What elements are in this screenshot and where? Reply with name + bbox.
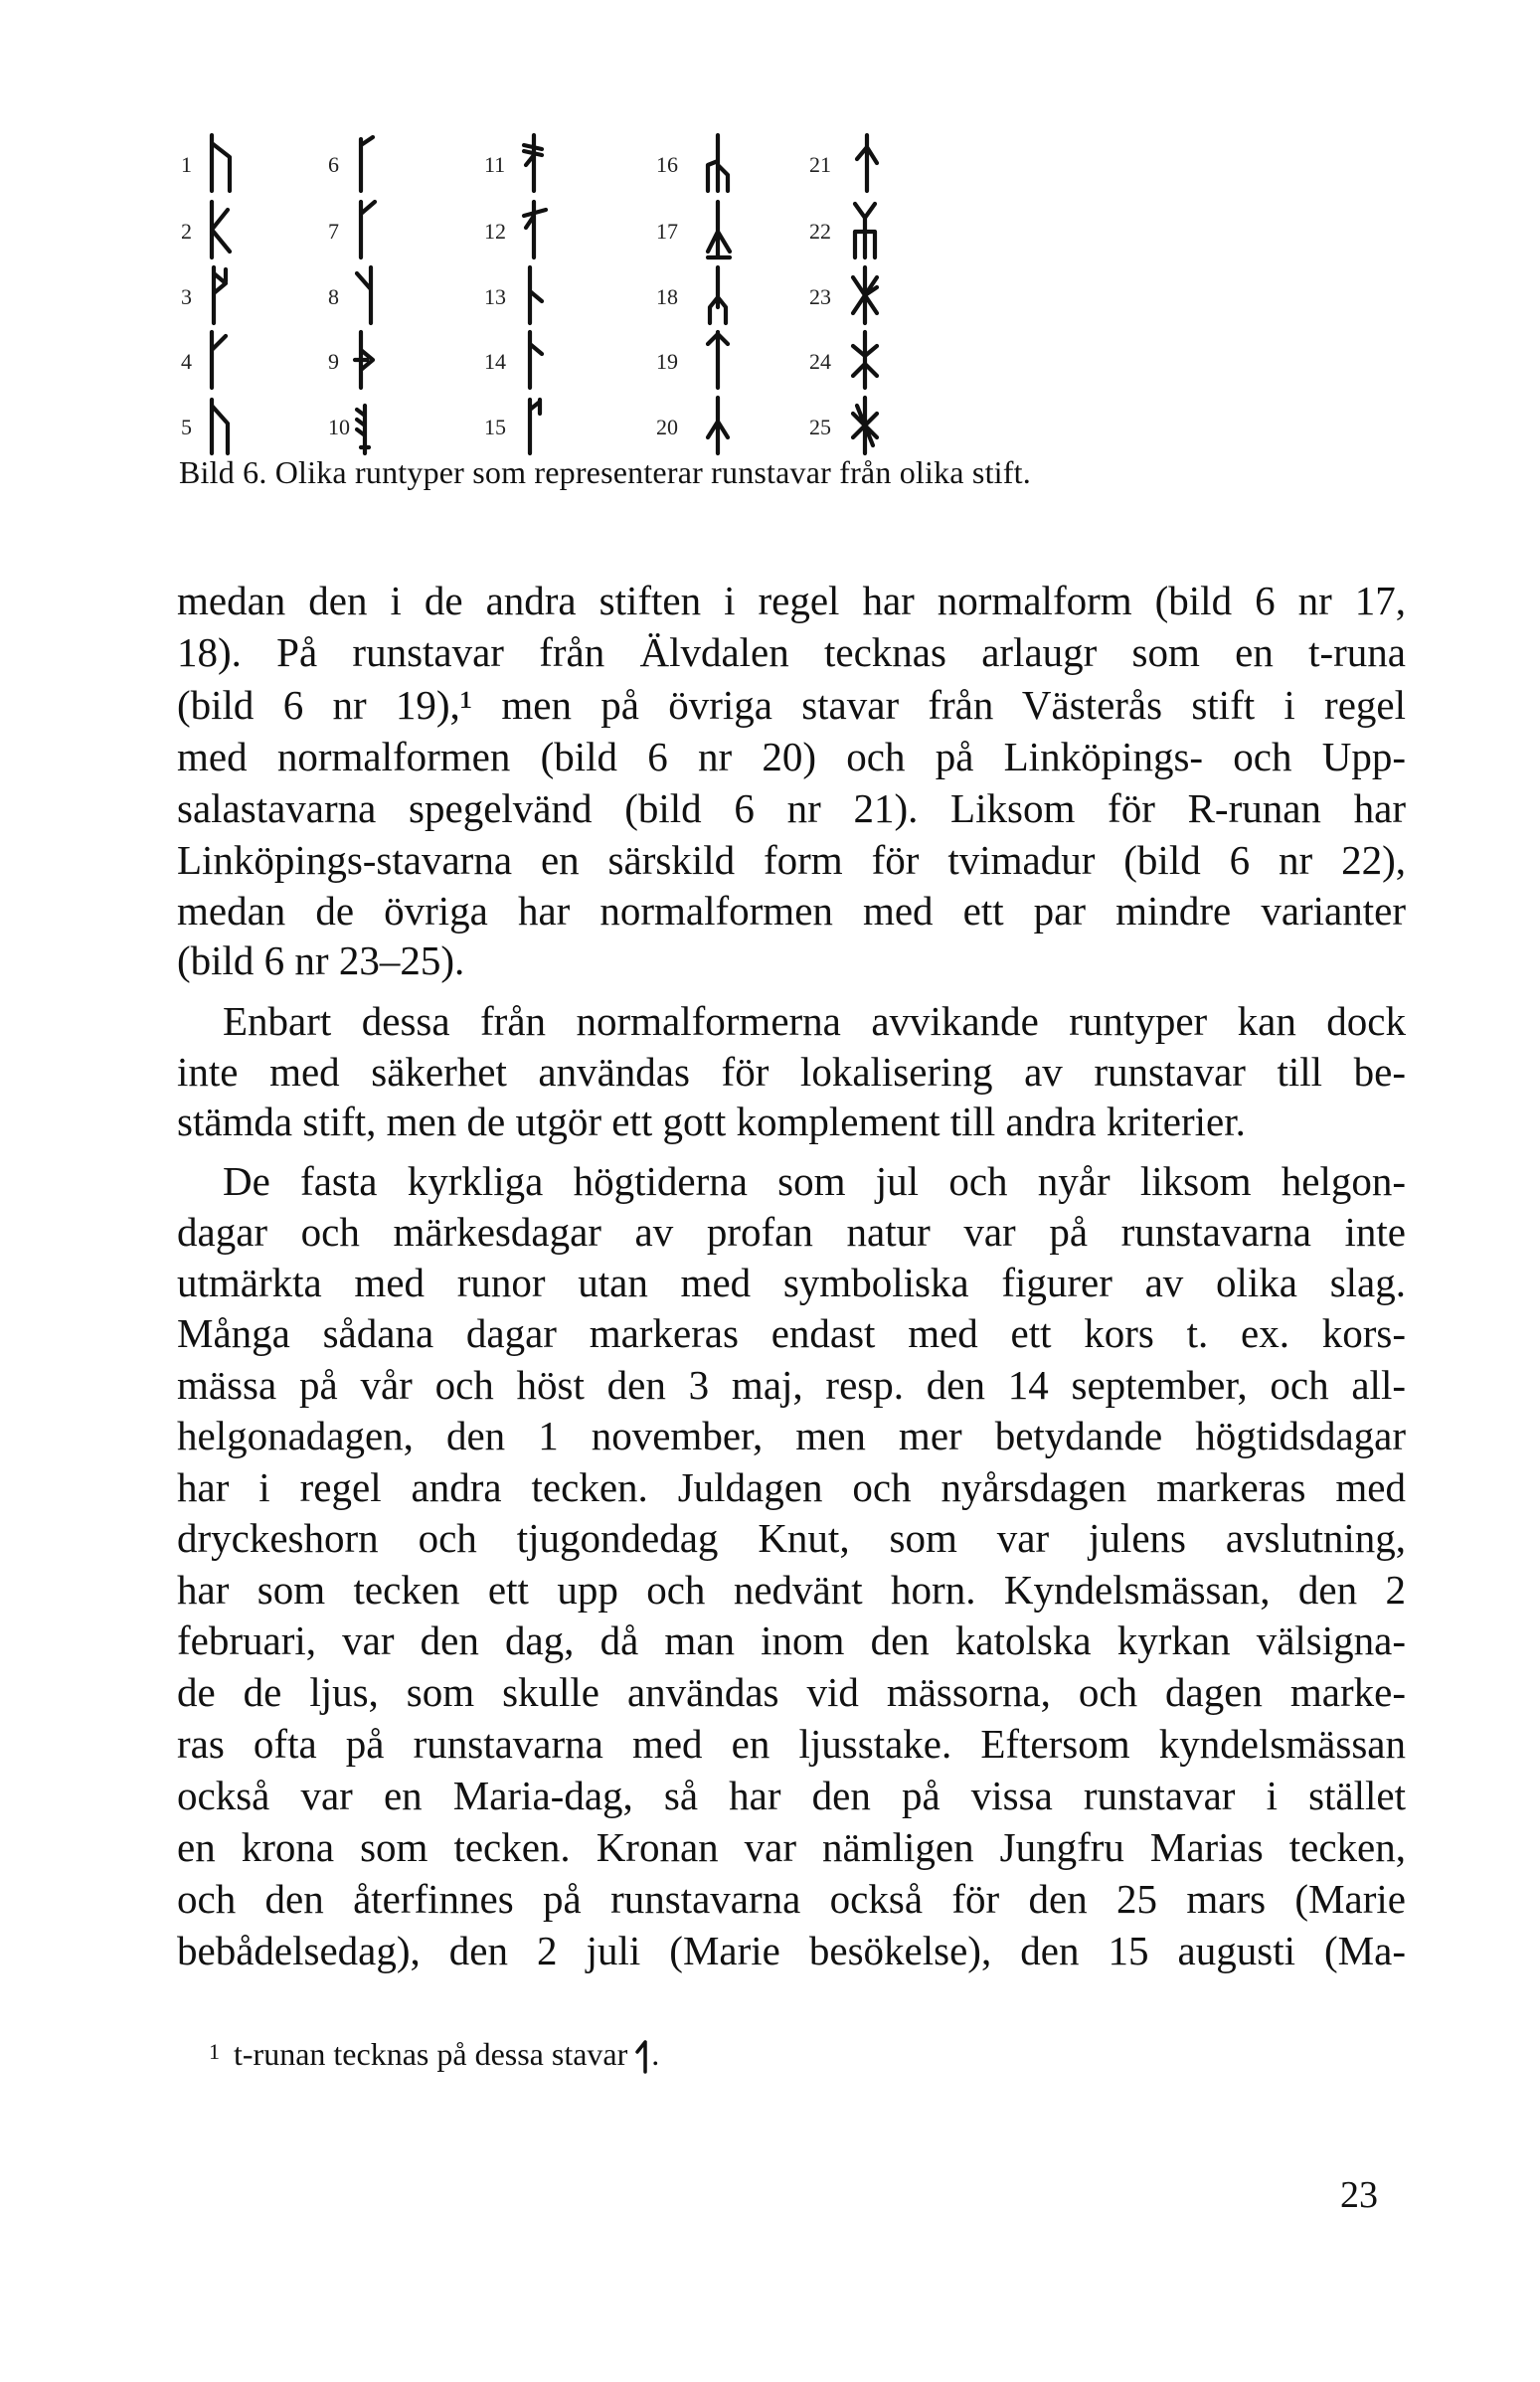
rune-variant-11-icon	[522, 135, 550, 193]
figure-caption: Bild 6. Olika runtyper som representerar runstavar från olika stift.	[179, 454, 1031, 490]
rune-number-10: 10	[328, 415, 350, 439]
rune-variant-10-icon	[353, 398, 381, 455]
body-line: (bild 6 nr 19),¹ men på övriga stavar från Västerås stift i regel	[177, 682, 1406, 728]
body-line: februari, var den dag, då man inom den katolska kyrkan välsigna-	[177, 1617, 1406, 1663]
body-line: också var en Maria-dag, så har den på vissa runstavar i stället	[177, 1773, 1406, 1818]
page-number: 23	[1340, 2174, 1378, 2216]
rune-number-18: 18	[656, 284, 678, 309]
rune-number-17: 17	[656, 219, 678, 244]
rune-variant-5-icon	[204, 398, 232, 455]
rune-variant-24-icon	[853, 332, 881, 390]
rune-number-11: 11	[484, 152, 506, 177]
rune-variant-14-icon	[522, 332, 550, 390]
rune-number-24: 24	[809, 349, 831, 374]
rune-variant-3-icon	[204, 267, 232, 325]
figure-rune-table	[0, 0, 1540, 457]
body-line: Enbart dessa från normalformerna avvikande runtyper kan dock	[223, 998, 1406, 1044]
body-line: har i regel andra tecken. Juldagen och nyårsdagen markeras med	[177, 1464, 1406, 1510]
rune-number-8: 8	[328, 284, 339, 309]
rune-variant-12-icon	[522, 202, 550, 259]
rune-variant-19-icon	[706, 332, 734, 390]
rune-variant-25-icon	[853, 398, 881, 455]
rune-number-13: 13	[484, 284, 506, 309]
rune-number-20: 20	[656, 415, 678, 439]
body-line: medan de övriga har normalformen med ett par mindre varianter	[177, 888, 1406, 934]
body-line: Många sådana dagar markeras endast med ett kors t. ex. kors-	[177, 1310, 1406, 1356]
rune-number-16: 16	[656, 152, 678, 177]
rune-variant-9-icon	[353, 332, 381, 390]
body-line: ras ofta på runstavarna med en ljusstake. Eftersom kyndelsmässan	[177, 1721, 1406, 1767]
rune-number-25: 25	[809, 415, 831, 439]
body-line: mässa på vår och höst den 3 maj, resp. den 14 september, och all-	[177, 1362, 1406, 1408]
body-line: Linköpings-stavarna en särskild form för tvimadur (bild 6 nr 22),	[177, 837, 1406, 883]
body-line: De fasta kyrkliga högtiderna som jul och nyår liksom helgon-	[223, 1158, 1406, 1204]
footnote-marker: 1	[209, 2039, 220, 2064]
rune-variant-22-icon	[853, 202, 881, 259]
body-line: dryckeshorn och tjugondedag Knut, som var julens avslutning,	[177, 1515, 1406, 1561]
rune-variant-1-icon	[204, 135, 232, 193]
body-line: och den återfinnes på runstavarna också för den 25 mars (Marie	[177, 1876, 1406, 1922]
body-line: inte med säkerhet användas för lokalisering av runstavar till be-	[177, 1049, 1406, 1095]
body-line: utmärkta med runor utan med symboliska figurer av olika slag.	[177, 1260, 1406, 1305]
body-line: 18). På runstavar från Älvdalen tecknas arlaugr som en t-runa	[177, 629, 1406, 675]
body-line: helgonadagen, den 1 november, men mer betydande högtidsdagar	[177, 1413, 1406, 1458]
rune-number-19: 19	[656, 349, 678, 374]
rune-number-4: 4	[181, 349, 192, 374]
footnote-text: t-runan tecknas på dessa stavar	[234, 2036, 628, 2072]
rune-number-2: 2	[181, 219, 192, 244]
rune-number-3: 3	[181, 284, 192, 309]
rune-number-23: 23	[809, 284, 831, 309]
rune-number-7: 7	[328, 219, 339, 244]
rune-number-5: 5	[181, 415, 192, 439]
rune-number-6: 6	[328, 152, 339, 177]
rune-variant-21-icon	[853, 135, 881, 193]
rune-variant-2-icon	[204, 202, 232, 259]
rune-number-12: 12	[484, 219, 506, 244]
body-line: stämda stift, men de utgör ett gott komplement till andra kriterier.	[177, 1099, 1246, 1144]
body-line: dagar och märkesdagar av profan natur var på runstavarna inte	[177, 1209, 1406, 1255]
rune-variant-15-icon	[522, 398, 550, 455]
rune-variant-23-icon	[853, 267, 881, 325]
body-line: de de ljus, som skulle användas vid mässorna, och dagen marke-	[177, 1669, 1406, 1715]
rune-variant-17-icon	[706, 202, 734, 259]
body-line: (bild 6 nr 23–25).	[177, 937, 465, 983]
rune-variant-16-icon	[706, 135, 734, 193]
rune-variant-4-icon	[204, 332, 232, 390]
rune-variant-6-icon	[353, 135, 381, 193]
rune-number-14: 14	[484, 349, 506, 374]
t-rune-variant-icon	[635, 2039, 651, 2075]
body-line: en krona som tecken. Kronan var nämligen Jungfru Marias tecken,	[177, 1824, 1406, 1870]
body-line: salastavarna spegelvänd (bild 6 nr 21). Liksom för R-runan har	[177, 785, 1406, 831]
rune-number-9: 9	[328, 349, 339, 374]
rune-variant-20-icon	[706, 398, 734, 455]
rune-variant-7-icon	[353, 202, 381, 259]
rune-variant-13-icon	[522, 267, 550, 325]
footnote	[209, 2036, 659, 2075]
rune-variant-18-icon	[706, 267, 734, 325]
footnote-trailing: .	[651, 2036, 660, 2072]
body-line: har som tecken ett upp och nedvänt horn. Kyndelsmässan, den 2	[177, 1567, 1406, 1613]
body-line: bebådelsedag), den 2 juli (Marie besökelse), den 15 augusti (Ma-	[177, 1928, 1406, 1973]
body-line: medan den i de andra stiften i regel har normalform (bild 6 nr 17,	[177, 578, 1406, 623]
rune-number-21: 21	[809, 152, 831, 177]
rune-number-15: 15	[484, 415, 506, 439]
rune-variant-8-icon	[353, 267, 381, 325]
rune-number-22: 22	[809, 219, 831, 244]
body-line: med normalformen (bild 6 nr 20) och på Linköpings- och Upp-	[177, 734, 1406, 779]
rune-number-1: 1	[181, 152, 192, 177]
